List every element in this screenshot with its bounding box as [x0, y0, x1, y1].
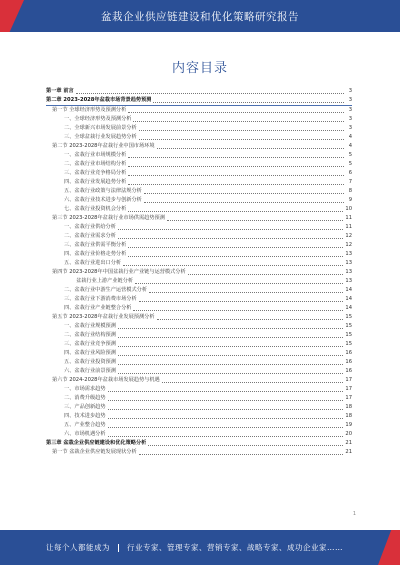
toc-entry[interactable]	[46, 403, 352, 412]
toc-entry-page: 15	[345, 314, 352, 320]
table-of-contents	[46, 87, 352, 457]
toc-entry-title: 七、盆栽行业投资机会分析	[64, 206, 127, 212]
toc-entry-title: 三、盆栽行业竞争预测	[64, 341, 116, 347]
toc-leader-dots	[118, 373, 344, 374]
footer-accent-stripe	[378, 530, 400, 565]
toc-leader-dots	[133, 310, 343, 311]
toc-entry-page: 6	[348, 170, 352, 176]
toc-entry-page: 4	[348, 143, 352, 149]
toc-entry-title: 六、盆栽行业技术进步与创新分析	[64, 197, 142, 203]
toc-entry[interactable]	[46, 277, 352, 286]
toc-leader-dots	[128, 184, 344, 185]
footer-slogan-main: 让每个人都能成为	[46, 543, 110, 552]
toc-leader-dots	[118, 337, 344, 338]
toc-leader-dots	[118, 364, 344, 365]
toc-entry-title: 二、盆栽行业结构预测	[64, 332, 116, 338]
toc-leader-dots	[76, 93, 344, 94]
toc-leader-dots	[162, 382, 344, 383]
toc-entry[interactable]	[46, 376, 352, 385]
toc-entry-title: 第六节 2024-2028年盆栽市场发展趋势与机遇	[52, 377, 160, 383]
toc-entry[interactable]	[46, 87, 352, 96]
toc-entry-page: 3	[348, 125, 352, 131]
toc-entry-title: 四、盆栽行业价格走势分析	[64, 251, 127, 257]
toc-leader-dots	[139, 130, 344, 131]
toc-entry-page: 5	[348, 152, 352, 158]
page-number: 1	[352, 511, 356, 517]
toc-leader-dots	[108, 400, 344, 401]
toc-entry[interactable]	[46, 295, 352, 304]
toc-entry[interactable]	[46, 286, 352, 295]
toc-entry[interactable]	[46, 385, 352, 394]
toc-entry-page: 16	[345, 350, 352, 356]
toc-entry-page: 21	[345, 449, 352, 455]
toc-entry-title: 一、市场需求趋势	[64, 386, 106, 392]
toc-entry[interactable]	[46, 232, 352, 241]
toc-leader-dots	[167, 220, 343, 221]
toc-leader-dots	[118, 346, 344, 347]
toc-entry-page: 11	[345, 215, 352, 221]
toc-entry-title: 第三节 2023-2028年盆栽行业市场供需趋势预测	[52, 215, 165, 221]
toc-leader-dots	[139, 454, 344, 455]
toc-entry-title: 第一节 全球经济形势及预测分析	[52, 107, 127, 113]
footer-bar	[0, 530, 400, 565]
toc-leader-dots	[157, 319, 344, 320]
toc-entry[interactable]	[46, 313, 352, 322]
toc-entry-page: 3	[348, 88, 352, 94]
toc-entry-page: 3	[348, 107, 352, 113]
toc-leader-dots	[128, 166, 344, 167]
toc-leader-dots	[128, 112, 344, 113]
toc-entry[interactable]	[46, 106, 352, 115]
toc-leader-dots	[157, 148, 344, 149]
toc-entry-title: 一、盆栽行业市场规模分析	[64, 152, 127, 158]
toc-entry-title: 三、产品创新趋势	[64, 404, 106, 410]
toc-entry-title: 四、技术进步趋势	[64, 413, 106, 419]
document-title: 盆栽企业供应链建设和优化策略研究报告	[101, 11, 299, 23]
toc-entry-page: 19	[345, 422, 352, 428]
toc-entry-page: 3	[348, 97, 352, 103]
toc-entry-title: 第五节 2023-2028年盆栽行业发展预测分析	[52, 314, 155, 320]
toc-entry[interactable]	[46, 169, 352, 178]
toc-entry[interactable]	[46, 196, 352, 205]
toc-entry-page: 17	[345, 395, 352, 401]
toc-leader-dots	[108, 391, 344, 392]
toc-entry[interactable]	[46, 205, 352, 214]
toc-entry-title: 二、消费升级趋势	[64, 395, 106, 401]
toc-entry-page: 14	[345, 296, 352, 302]
toc-entry-title: 四、盆栽行业风险预测	[64, 350, 116, 356]
toc-entry-page: 18	[345, 404, 352, 410]
toc-entry-title: 第一节 盆栽企业供应链发展现状分析	[52, 449, 137, 455]
toc-entry-title: 五、盆栽行业进出口分析	[64, 260, 122, 266]
toc-entry-title: 二、盆栽行业市场结构分析	[64, 161, 127, 167]
toc-entry-page: 4	[348, 134, 352, 140]
toc-entry-page: 17	[345, 386, 352, 392]
toc-entry-title: 五、盆栽行业政策与法律法规分析	[64, 188, 142, 194]
toc-entry-page: 15	[345, 332, 352, 338]
toc-entry-page: 8	[348, 188, 352, 194]
toc-entry[interactable]	[46, 187, 352, 196]
toc-leader-dots	[135, 283, 343, 284]
toc-entry[interactable]	[46, 115, 352, 124]
toc-entry-page: 13	[345, 251, 352, 257]
toc-entry[interactable]	[46, 394, 352, 403]
toc-entry-page: 14	[345, 305, 352, 311]
toc-entry[interactable]	[46, 259, 352, 268]
toc-entry-title: 二、盆栽行业需求分析	[64, 233, 116, 239]
toc-entry[interactable]	[46, 124, 352, 133]
toc-entry[interactable]	[46, 367, 352, 376]
footer-slogan	[46, 542, 343, 553]
toc-entry-page: 13	[345, 269, 352, 275]
toc-entry[interactable]	[46, 133, 352, 142]
toc-leader-dots	[108, 418, 344, 419]
toc-entry-title: 第三章 盆栽企业供应链建设和优化策略分析	[46, 440, 147, 446]
toc-entry[interactable]	[46, 421, 352, 430]
toc-entry-title: 一、盆栽行业供给分析	[64, 224, 116, 230]
toc-entry-page: 5	[348, 161, 352, 167]
toc-leader-dots	[128, 157, 344, 158]
header-bar	[0, 0, 400, 32]
toc-entry-page: 15	[345, 341, 352, 347]
toc-leader-dots	[139, 139, 344, 140]
toc-leader-dots	[128, 247, 343, 248]
toc-entry-title: 四、盆栽行业发展趋势分析	[64, 179, 127, 185]
toc-leader-dots	[118, 328, 344, 329]
footer-separator	[118, 544, 119, 552]
toc-entry-page: 10	[345, 206, 352, 212]
toc-leader-dots	[153, 102, 344, 103]
toc-entry-page: 15	[345, 323, 352, 329]
footer-slogan-tail: 行业专家、管理专家、营销专家、战略专家、成功企业家……	[127, 543, 343, 552]
toc-leader-dots	[118, 355, 344, 356]
toc-entry-title: 一、盆栽行业规模预测	[64, 323, 116, 329]
toc-entry-page: 21	[345, 440, 352, 446]
toc-entry[interactable]	[46, 151, 352, 160]
toc-entry-title: 三、盆栽行业下游消费市场分析	[64, 296, 137, 302]
toc-entry[interactable]	[46, 142, 352, 151]
toc-entry[interactable]	[46, 439, 352, 448]
toc-entry[interactable]	[46, 412, 352, 421]
toc-entry[interactable]	[46, 322, 352, 331]
toc-entry-page: 12	[345, 233, 352, 239]
toc-entry-page: 17	[345, 377, 352, 383]
toc-entry-title: 五、盆栽行业投资预测	[64, 359, 116, 365]
toc-entry[interactable]	[46, 241, 352, 250]
toc-leader-dots	[108, 409, 344, 410]
toc-entry-page: 7	[348, 179, 352, 185]
toc-leader-dots	[123, 265, 343, 266]
toc-leader-dots	[149, 292, 343, 293]
toc-entry[interactable]	[46, 358, 352, 367]
toc-entry-title: 第一章 前言	[46, 88, 74, 94]
toc-entry-page: 13	[345, 278, 352, 284]
toc-entry-page: 14	[345, 287, 352, 293]
toc-entry[interactable]	[46, 96, 352, 106]
toc-entry-title: 第二节 2023-2028年盆栽行业中国市场环境	[52, 143, 155, 149]
toc-leader-dots	[108, 436, 344, 437]
toc-leader-dots	[139, 301, 344, 302]
toc-entry[interactable]	[46, 448, 352, 457]
toc-entry-page: 12	[345, 242, 352, 248]
toc-entry-page: 20	[345, 431, 352, 437]
toc-leader-dots	[188, 274, 344, 275]
toc-entry[interactable]	[46, 349, 352, 358]
toc-entry-title: 二、盆栽行业中游生产运营模式分析	[64, 287, 148, 293]
toc-leader-dots	[144, 193, 344, 194]
toc-leader-dots	[133, 121, 344, 122]
toc-entry[interactable]	[46, 340, 352, 349]
toc-entry-title: 一、全球经济形势及预测分析	[64, 116, 132, 122]
toc-leader-dots	[128, 211, 343, 212]
toc-entry-title: 六、市场机遇分析	[64, 431, 106, 437]
toc-leader-dots	[148, 445, 343, 446]
toc-entry-title: 三、盆栽行业供需平衡分析	[64, 242, 127, 248]
toc-entry-title: 二、全球新兴市场发展前景分析	[64, 125, 137, 131]
toc-leader-dots	[118, 238, 344, 239]
toc-entry[interactable]	[46, 250, 352, 259]
toc-entry-title: 第二章 2023-2028年盆栽市场背景趋势预测	[46, 97, 152, 103]
toc-leader-dots	[128, 256, 343, 257]
toc-entry[interactable]	[46, 304, 352, 313]
toc-entry-title: 四、盆栽行业产业链整合分析	[64, 305, 132, 311]
toc-entry-title: 三、全球盆栽行业发展趋势分析	[64, 134, 137, 140]
toc-leader-dots	[144, 202, 344, 203]
toc-entry-title: 第四节 2023-2028年中国盆栽行业产业链与运营模式分析	[52, 269, 186, 275]
toc-entry-page: 16	[345, 368, 352, 374]
toc-entry-page: 9	[348, 197, 352, 203]
toc-entry[interactable]	[46, 160, 352, 169]
toc-entry-page: 13	[345, 260, 352, 266]
toc-heading: 内容目录	[171, 61, 228, 76]
toc-entry-title: 盆栽行业上游产业链分析	[76, 278, 134, 284]
toc-entry[interactable]	[46, 223, 352, 232]
toc-entry[interactable]	[46, 214, 352, 223]
toc-leader-dots	[108, 427, 344, 428]
toc-entry[interactable]	[46, 430, 352, 439]
toc-leader-dots	[118, 229, 344, 230]
toc-entry-page: 16	[345, 359, 352, 365]
toc-entry-title: 六、盆栽行业前景预测	[64, 368, 116, 374]
toc-entry-title: 五、产业整合趋势	[64, 422, 106, 428]
toc-entry-page: 18	[345, 413, 352, 419]
toc-entry-page: 3	[348, 116, 352, 122]
toc-leader-dots	[128, 175, 344, 176]
toc-entry[interactable]	[46, 268, 352, 277]
toc-entry[interactable]	[46, 178, 352, 187]
toc-entry-page: 11	[345, 224, 352, 230]
toc-entry[interactable]	[46, 331, 352, 340]
toc-entry-title: 三、盆栽行业竞争格局分析	[64, 170, 127, 176]
